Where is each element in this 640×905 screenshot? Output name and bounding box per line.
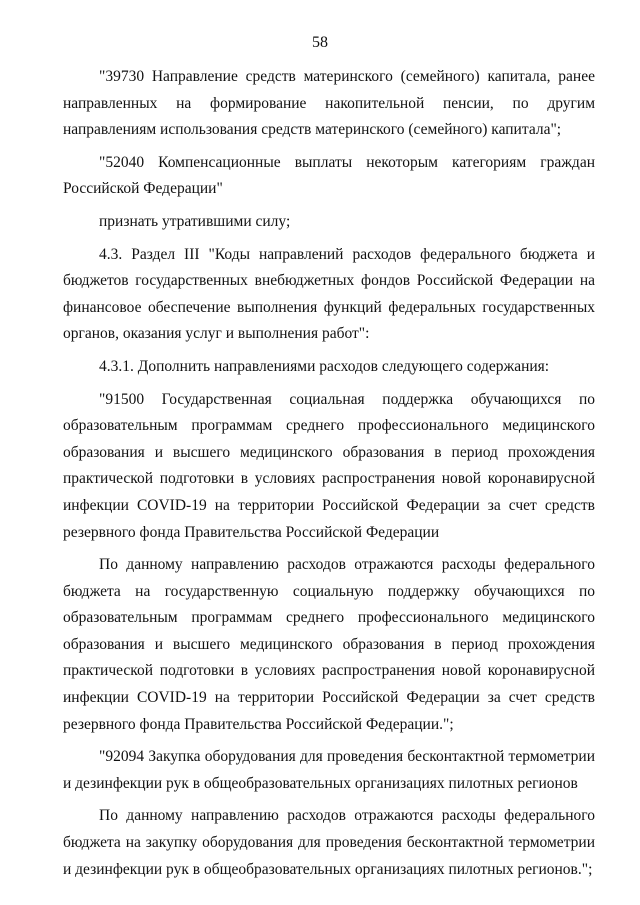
- paragraph-4-3-1: 4.3.1. Дополнить направлениями расходов следующего содержания:: [99, 357, 550, 375]
- paragraph-section-4-3: 4.3. Раздел III "Коды направлений расходов федерального бюджета и бюджетов государственных внебюджетных фондов Российской Федерации на финансовое обеспечение выполнения функций федеральных государственных органов, оказания услуг и выполнения работ":: [63, 245, 595, 343]
- paragraph-92094-description: По данному направлению расходов отражаются расходы федерального бюджета на закупку оборудования для проведения бесконтактной термометрии и дезинфекции рук в общеобразовательных организациях пилотных регионов.";: [63, 807, 595, 878]
- page-number: 58: [312, 34, 328, 51]
- paragraph-52040: "52040 Компенсационные выплаты некоторым категориям граждан Российской Федерации": [63, 153, 595, 198]
- paragraph-repeal: признать утратившими силу;: [99, 212, 291, 230]
- paragraph-91500-description: По данному направлению расходов отражаются расходы федерального бюджета на государственную социальную поддержку обучающихся по образовательным программам среднего профессионального медицинского образования и высшего медицинского образования в период прохождения практической подготовки в условиях распространения новой коронавирусной инфекции COVID-19 на территории Российской Федерации за счет средств резервного фонда Правительства Российской Федерации.";: [63, 556, 595, 733]
- document-body: [63, 64, 595, 889]
- paragraph-39730: "39730 Направление средств материнского (семейного) капитала, ранее направленных на формирование накопительной пенсии, по другим направлениям использования средств материнского (семейного) капитала";: [63, 68, 595, 139]
- paragraph-92094: "92094 Закупка оборудования для проведения бесконтактной термометрии и дезинфекции рук в общеобразовательных организациях пилотных регионов: [63, 748, 595, 792]
- paragraph-91500: "91500 Государственная социальная поддержка обучающихся по образовательным программам среднего профессионального медицинского образования и высшего медицинского образования в период прохождения практической подготовки в условиях распространения новой коронавирусной инфекции COVID-19 на территории Российской Федерации за счет средств резервного фонда Правительства Российской Федерации: [63, 390, 595, 541]
